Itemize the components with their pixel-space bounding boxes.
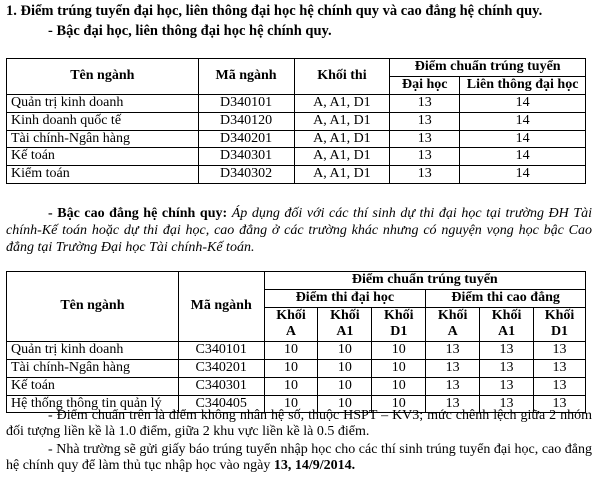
college-paragraph: [6, 205, 592, 256]
score-cell: 10: [264, 342, 318, 360]
score-cell: 10: [372, 342, 426, 360]
major-code: C340405: [178, 395, 264, 413]
table-row: [7, 166, 586, 184]
score-cell: 13: [426, 359, 480, 377]
major-code: D340302: [198, 166, 294, 184]
major-name: Hệ thống thông tin quản lý: [7, 395, 179, 413]
major-name: Quản trị kinh doanh: [7, 95, 199, 113]
score-cell: 10: [318, 377, 372, 395]
university-score: 13: [390, 130, 460, 148]
score-cell: 10: [318, 395, 372, 413]
header-major-code: Mã ngành: [178, 272, 264, 342]
score-cell: 10: [264, 377, 318, 395]
header-benchmark-score: Điểm chuẩn trúng tuyển: [390, 59, 586, 77]
major-name: Tài chính-Ngân hàng: [7, 359, 179, 377]
score-cell: 10: [264, 359, 318, 377]
table-row: [7, 95, 586, 113]
major-code: D340301: [198, 148, 294, 166]
header-block: Khối D1: [534, 307, 586, 342]
major-code: C340301: [178, 377, 264, 395]
score-cell: 13: [534, 359, 586, 377]
header-university: Đại học: [390, 77, 460, 95]
score-cell: 13: [426, 395, 480, 413]
major-code: D340120: [198, 112, 294, 130]
score-cell: 13: [480, 395, 534, 413]
note-text: - Điểm chuẩn trên là điểm không nhân hệ số, thuộc HSPT – KV3; mức chênh lệch giữa 2 nhóm đối tượng liền kề là 1.0 điểm, giữa 2 khu vực liền kề là 0.5 điểm.: [6, 408, 592, 439]
transfer-score: 14: [460, 130, 586, 148]
section-heading: 1. Điểm trúng tuyển đại học, liên thông đại học hệ chính quy và cao đẳng hệ chính quy.: [6, 3, 543, 19]
score-cell: 13: [426, 377, 480, 395]
university-score: 13: [390, 95, 460, 113]
exam-block: A, A1, D1: [294, 112, 390, 130]
major-code: C340201: [178, 359, 264, 377]
table-row: [7, 112, 586, 130]
header-major-name: Tên ngành: [7, 272, 179, 342]
transfer-score: 14: [460, 112, 586, 130]
transfer-score: 14: [460, 95, 586, 113]
university-score-table: [6, 58, 586, 184]
header-university-exam: Điểm thi đại học: [264, 289, 426, 307]
header-major-code: Mã ngành: [198, 59, 294, 95]
score-cell: 10: [372, 395, 426, 413]
note-text: - Nhà trường sẽ gửi giấy báo trúng tuyển nhập học cho các thí sinh trúng tuyển đại học, cao đẳng hệ chính quy để làm thủ tục nhập học vào ngày: [6, 442, 592, 473]
score-cell: 10: [318, 342, 372, 360]
score-cell: 10: [372, 377, 426, 395]
major-name: Kiểm toán: [7, 166, 199, 184]
score-cell: 13: [534, 377, 586, 395]
header-block: Khối D1: [372, 307, 426, 342]
header-block: Khối A1: [318, 307, 372, 342]
university-score: 13: [390, 148, 460, 166]
college-subheading: - Bậc cao đẳng hệ chính quy:: [48, 206, 228, 221]
header-exam-block: Khối thi: [294, 59, 390, 95]
exam-block: A, A1, D1: [294, 166, 390, 184]
table-row: [7, 342, 586, 360]
major-name: Kinh doanh quốc tế: [7, 112, 199, 130]
header-college-exam: Điểm thi cao đẳng: [426, 289, 586, 307]
table-row: [7, 359, 586, 377]
transfer-score: 14: [460, 166, 586, 184]
exam-block: A, A1, D1: [294, 95, 390, 113]
score-cell: 13: [534, 342, 586, 360]
major-code: C340101: [178, 342, 264, 360]
score-cell: 10: [264, 395, 318, 413]
score-cell: 10: [372, 359, 426, 377]
university-subheading: - Bậc đại học, liên thông đại học hệ chính quy.: [48, 23, 332, 39]
score-cell: 13: [480, 377, 534, 395]
table-row: [7, 377, 586, 395]
header-block: Khối A: [426, 307, 480, 342]
score-cell: 13: [480, 359, 534, 377]
admission-dates: 13, 14/9/2014.: [273, 458, 356, 473]
header-transfer: Liên thông đại học: [460, 77, 586, 95]
exam-block: A, A1, D1: [294, 148, 390, 166]
score-cell: 13: [480, 342, 534, 360]
header-block: Khối A: [264, 307, 318, 342]
note-admission-notice: [6, 442, 592, 474]
score-cell: 10: [318, 359, 372, 377]
header-block: Khối A1: [480, 307, 534, 342]
major-code: D340201: [198, 130, 294, 148]
university-score: 13: [390, 166, 460, 184]
major-code: D340101: [198, 95, 294, 113]
college-description: Áp dụng đối với các thí sinh dự thi đại học tại trường ĐH Tài chính-Kế toán hoặc dự thi đại học, cao đẳng ở các trường khác nhưng có nguyện vọng học bậc Cao đẳng tại Trường Đại học Tài chính-Kế toán.: [6, 206, 592, 255]
college-score-table: [6, 271, 586, 413]
university-score: 13: [390, 112, 460, 130]
exam-block: A, A1, D1: [294, 130, 390, 148]
major-name: Kế toán: [7, 148, 199, 166]
major-name: Tài chính-Ngân hàng: [7, 130, 199, 148]
note-score-rule: [6, 408, 592, 440]
header-benchmark-score: Điểm chuẩn trúng tuyển: [264, 272, 585, 290]
table-row: [7, 130, 586, 148]
score-cell: 13: [426, 342, 480, 360]
major-name: Quản trị kinh doanh: [7, 342, 179, 360]
table-row: [7, 148, 586, 166]
header-major-name: Tên ngành: [7, 59, 199, 95]
transfer-score: 14: [460, 148, 586, 166]
score-cell: 13: [534, 395, 586, 413]
major-name: Kế toán: [7, 377, 179, 395]
